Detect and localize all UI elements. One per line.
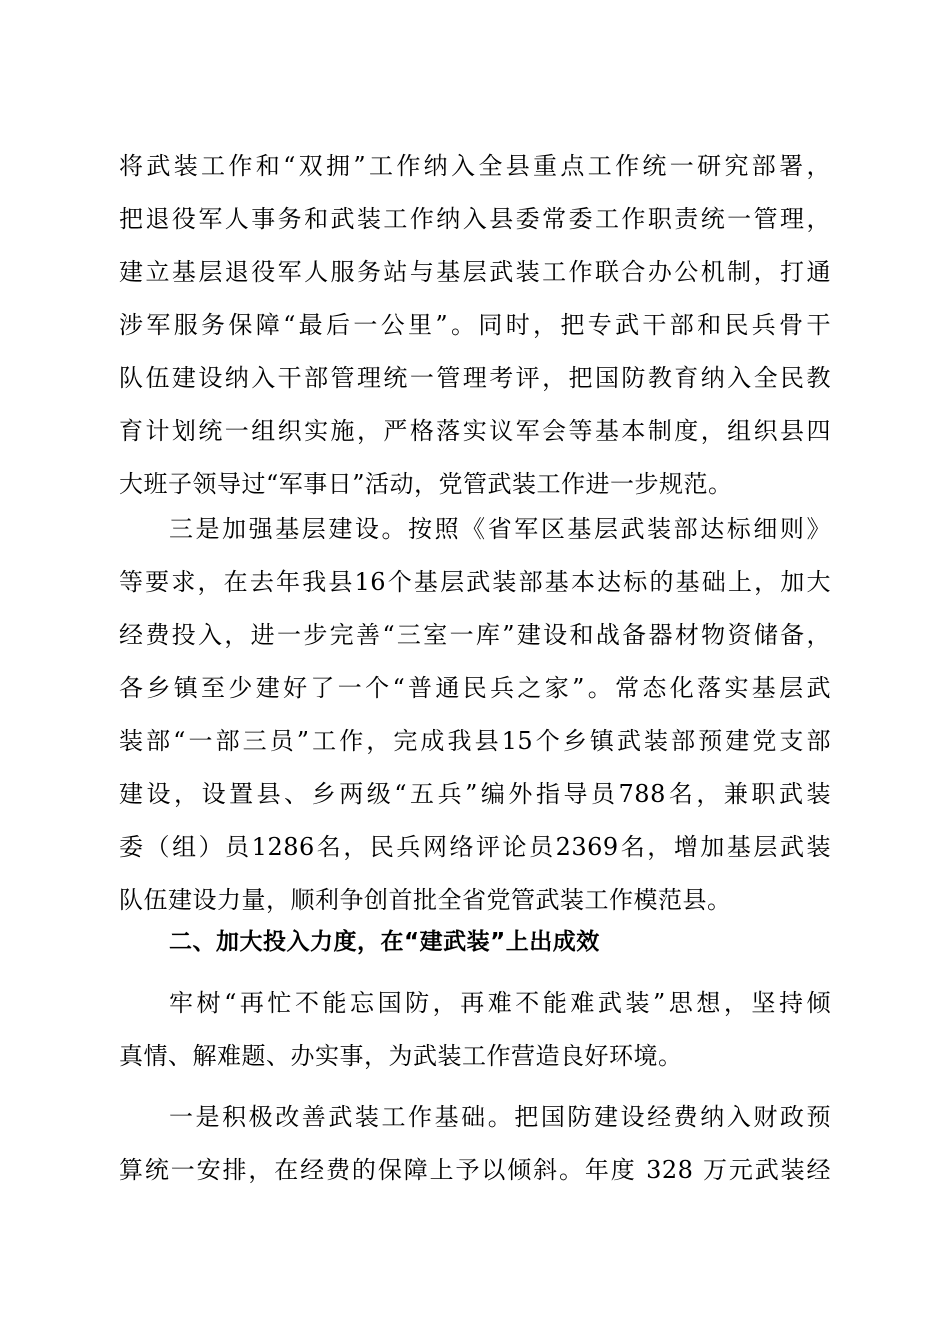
text-line: 队伍建设力量，顺利争创首批全省党管武装工作模范县。 <box>119 886 732 914</box>
text-line: 建设，设置县、乡两级“五兵”编外指导员788名，兼职武装 <box>119 780 831 808</box>
text-line: 育计划统一组织实施，严格落实议军会等基本制度，组织县四 <box>119 417 831 445</box>
text-line: 委（组）员1286名，民兵网络评论员2369名，增加基层武装 <box>119 833 831 861</box>
text-line: 把退役军人事务和武装工作纳入县委常委工作职责统一管理， <box>119 205 831 233</box>
text-line: 三是加强基层建设。按照《省军区基层武装部达标细则》 <box>169 515 831 543</box>
section-heading: 二、加大投入力度，在“建武装”上出成效 <box>169 929 600 955</box>
text-line: 真情、解难题、办实事，为武装工作营造良好环境。 <box>119 1042 683 1070</box>
text-line: 大班子领导过“军事日”活动，党管武装工作进一步规范。 <box>119 470 733 498</box>
text-line: 一是积极改善武装工作基础。把国防建设经费纳入财政预 <box>169 1103 831 1131</box>
text-line: 涉军服务保障“最后一公里”。同时，把专武干部和民兵骨干 <box>119 311 831 339</box>
text-line: 队伍建设纳入干部管理统一管理考评，把国防教育纳入全民教 <box>119 364 831 392</box>
text-line: 算统一安排，在经费的保障上予以倾斜。年度 328 万元武装经 <box>119 1156 831 1184</box>
text-line: 牢树“再忙不能忘国防，再难不能难武装”思想，坚持倾 <box>169 989 831 1017</box>
text-line: 经费投入，进一步完善“三室一库”建设和战备器材物资储备， <box>119 621 831 649</box>
paragraph-improve-foundation <box>119 1091 831 1197</box>
paragraph-grassroots-construction <box>119 503 831 927</box>
text-line: 将武装工作和“双拥”工作纳入全县重点工作统一研究部署， <box>119 152 831 180</box>
text-line: 等要求，在去年我县16个基层武装部基本达标的基础上，加大 <box>119 568 831 596</box>
text-line: 装部“一部三员”工作，完成我县15个乡镇武装部预建党支部 <box>119 727 831 755</box>
paragraph-section-intro <box>119 977 831 1083</box>
section-heading-2 <box>119 916 831 969</box>
paragraph-military-work-management <box>119 140 831 511</box>
text-line: 建立基层退役军人服务站与基层武装工作联合办公机制，打通 <box>119 258 831 286</box>
text-line: 各乡镇至少建好了一个“普通民兵之家”。常态化落实基层武 <box>119 674 831 702</box>
